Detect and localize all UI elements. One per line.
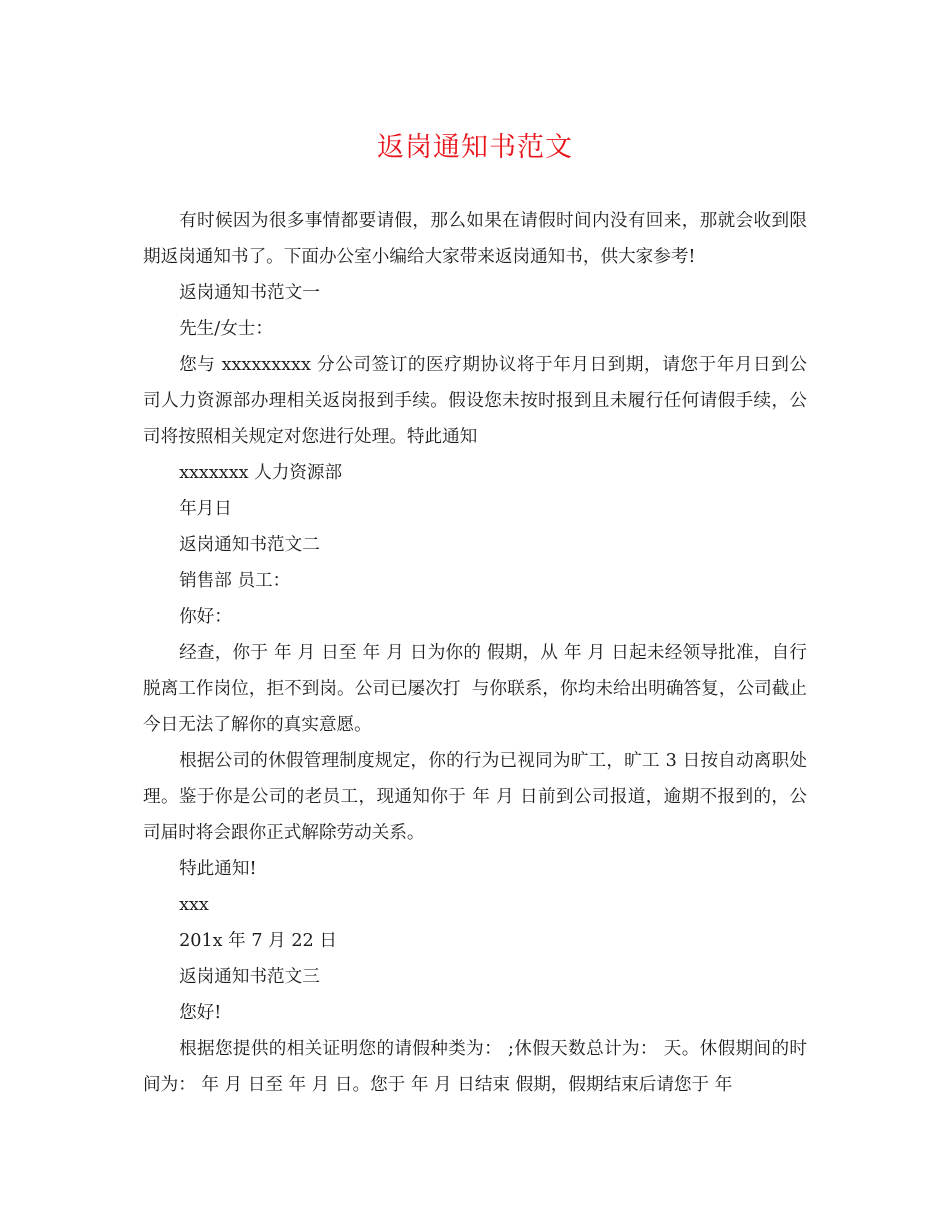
paragraph-notice-1: 您与 xxxxxxxxx 分公司签订的医疗期协议将于年月日到期，请您于年月日到公司人力资源部办理相关返岗报到手续。假设您未按时报到且未履行任何请假手续，公司将按照相关规定对您进行处理。特此通知 [143,355,807,447]
section-heading-3: 返岗通知书范文三 [179,967,320,987]
signature-dept-1: xxxxxxx 人力资源部 [179,463,343,483]
paragraph-notice-2a: 经查，你于 年 月 日至 年 月 日为你的 假期，从 年 月 日起未经领导批准，自行脱离工作岗位，拒不到岗。公司已屡次打 与你联系，你均未给出明确答复，公司截止今日无法了解你的真实意愿。 [143,643,807,735]
document-body [143,203,807,1103]
section-heading-2: 返岗通知书范文二 [179,535,320,555]
signature-date-1: 年月日 [179,499,232,519]
greeting-2: 你好： [179,607,232,627]
greeting-3: 您好! [179,1003,222,1023]
document-title: 返岗通知书范文 [377,132,573,163]
signature-date-2: 201x 年 7 月 22 日 [179,931,337,951]
salutation-1: 先生/女士： [179,319,273,339]
signature-name-2: xxx [179,895,209,915]
closing-2: 特此通知! [179,859,257,879]
paragraph-notice-3: 根据您提供的相关证明您的请假种类为： ;休假天数总计为： 天。休假期间的时间为： 年 月 日至 年 月 日。您于 年 月 日结束 假期，假期结束后请您于 年 [143,1039,807,1095]
paragraph-notice-2b: 根据公司的休假管理制度规定，你的行为已视同为旷工，旷工 3 日按自动离职处理。鉴于你是公司的老员工，现通知你于 年 月 日前到公司报道，逾期不报到的，公司届时将会跟你正式解除劳动关系。 [143,751,807,843]
section-heading-1: 返岗通知书范文一 [179,283,320,303]
salutation-2: 销售部 员工： [179,571,291,591]
paragraph-intro: 有时候因为很多事情都要请假，那么如果在请假时间内没有回来，那就会收到限期返岗通知书了。下面办公室小编给大家带来返岗通知书，供大家参考! [143,211,807,267]
